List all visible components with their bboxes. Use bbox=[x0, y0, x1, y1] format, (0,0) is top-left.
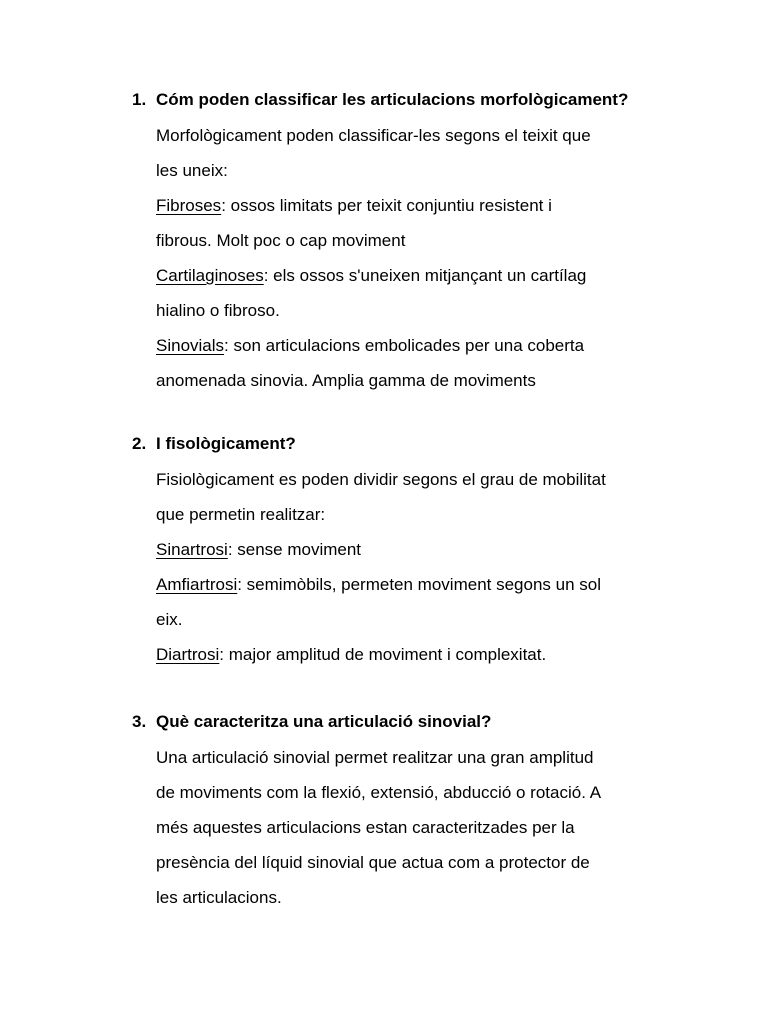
definition-text: : semimòbils, permeten moviment segons un sol bbox=[237, 575, 601, 594]
definition-sinovials bbox=[156, 328, 688, 363]
answer-line: Fisiològicament es poden dividir segons el grau de mobilitat bbox=[156, 470, 606, 489]
answer-line: les articulacions. bbox=[156, 888, 282, 907]
question-text: Cóm poden classificar les articulacions morfològicament? bbox=[156, 90, 629, 109]
definition-text: : ossos limitats per teixit conjuntiu resistent i bbox=[221, 196, 552, 215]
answer-line: presència del líquid sinovial que actua com a protector de bbox=[156, 853, 590, 872]
definition-sinartrosi bbox=[156, 532, 688, 567]
answer-line: fibrous. Molt poc o cap moviment bbox=[156, 231, 406, 250]
question-text: Què caracteritza una articulació sinovial? bbox=[156, 712, 492, 731]
term-sinovials: Sinovials bbox=[156, 336, 225, 355]
question-1-title bbox=[128, 82, 688, 118]
answer-line: Una articulació sinovial permet realitzar una gran amplitud bbox=[156, 748, 594, 767]
question-2-title bbox=[128, 426, 688, 462]
answer-line: de moviments com la flexió, extensió, abducció o rotació. A bbox=[156, 783, 602, 802]
answer-line: hialino o fibroso. bbox=[156, 301, 280, 320]
question-2 bbox=[128, 426, 688, 672]
question-number: 3. bbox=[132, 712, 147, 731]
definition-cartilaginoses bbox=[156, 258, 688, 293]
question-text: I fisològicament? bbox=[156, 434, 296, 453]
definition-text: : major amplitud de moviment i complexitat. bbox=[219, 645, 547, 664]
definition-amfiartrosi bbox=[156, 567, 688, 602]
definition-text: : els ossos s'uneixen mitjançant un cartílag bbox=[263, 266, 587, 285]
question-number: 2. bbox=[132, 434, 147, 453]
definition-fibroses bbox=[156, 188, 688, 223]
question-number: 1. bbox=[132, 90, 147, 109]
term-amfiartrosi: Amfiartrosi bbox=[156, 575, 238, 594]
answer-line: que permetin realitzar: bbox=[156, 505, 326, 524]
term-sinartrosi: Sinartrosi bbox=[156, 540, 228, 559]
answer-line: Morfològicament poden classificar-les segons el teixit que bbox=[156, 126, 591, 145]
answer-line: més aquestes articulacions estan caracteritzades per la bbox=[156, 818, 575, 837]
question-3 bbox=[128, 704, 688, 915]
question-3-title bbox=[128, 704, 688, 740]
answer-line: anomenada sinovia. Amplia gamma de moviments bbox=[156, 371, 536, 390]
definition-text: : son articulacions embolicades per una coberta bbox=[224, 336, 585, 355]
definition-text: : sense moviment bbox=[227, 540, 362, 559]
definition-diartrosi bbox=[156, 637, 688, 672]
term-cartilaginoses: Cartilaginoses bbox=[156, 266, 264, 285]
answer-line: eix. bbox=[156, 610, 183, 629]
question-1 bbox=[128, 82, 688, 398]
answer-line: les uneix: bbox=[156, 161, 228, 180]
term-fibroses: Fibroses bbox=[156, 196, 222, 215]
term-diartrosi: Diartrosi bbox=[156, 645, 220, 664]
